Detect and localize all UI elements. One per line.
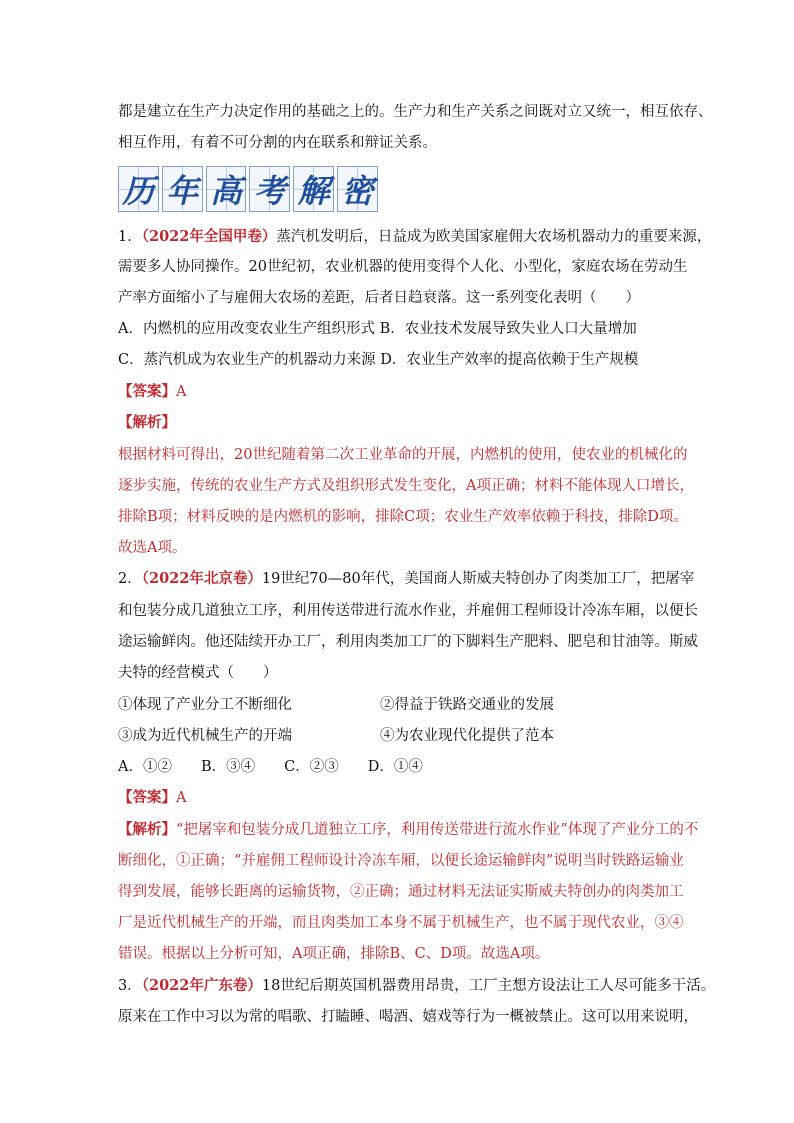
q2-answer-label: 【答案】 [118,789,176,806]
q1-analysis-line-3: 排除B项；材料反映的是内燃机的影响，排除C项；农业生产效率依赖于科技，排除D项。 [118,509,688,525]
q1-analysis-label: 【解析】 [118,414,176,431]
banner-char: 历 [118,166,159,212]
q2-analysis-line-4: 厂是近代机械生产的开端，而且肉类加工本身不属于机械生产，也不属于现代农业，③④ [118,915,684,931]
q1-stem-line-1 [118,227,711,247]
q1-analysis-line-4: 故选A项。 [118,540,187,556]
q2-choices: A．①② B．③④ C．②③ D．①④ [118,759,423,775]
q2-item-1: ①体现了产业分工不断细化 [118,697,292,713]
q3-source: （2022年广东卷） [141,977,262,994]
q2-analysis-line-1 [118,820,698,840]
q2-analysis-text: “把屠宰和包装分成几道独立工序，利用传送带进行流水作业”体现了产业分工的不 [176,822,699,838]
q2-analysis-label: 【解析】 [118,821,176,838]
banner-char: 年 [162,166,203,212]
section-banner [118,166,378,212]
q2-stem-line-4: 夫特的经营模式（ ） [118,665,278,681]
q2-item-4: ④为农业现代化提供了范本 [380,728,554,744]
q1-number: 1． [118,229,142,245]
q1-options-cd: C．蒸汽机成为农业生产的机器动力来源 D．农业生产效率的提高依赖于生产规模 [118,352,639,368]
banner-char: 高 [206,166,247,212]
q2-analysis-line-3: 得到发展，能够长距离的运输货物，②正确；通过材料无法证实斯威夫特创办的肉类加工 [118,884,684,900]
q2-source: （2022年北京卷） [141,570,262,587]
q1-stem-text: 蒸汽机发明后，日益成为欧美国家雇佣大农场机器动力的重要来源， [276,229,712,245]
q1-options-ab: A．内燃机的应用改变农业生产组织形式 B．农业技术发展导致失业人口大量增加 [118,321,637,337]
q2-item-2: ②得益于铁路交通业的发展 [380,697,554,713]
q2-analysis-line-5: 错误。根据以上分析可知，A项正确，排除B、C、D项。故选A项。 [118,946,550,962]
q2-answer-value: A [176,790,187,806]
q1-answer-label: 【答案】 [118,383,176,400]
q2-item-3: ③成为近代机械生产的开端 [118,728,292,744]
q1-source: （2022年全国甲卷） [141,228,277,245]
q2-stem-text: 19世纪70—80年代，美国商人斯威夫特创办了肉类加工厂，把屠宰 [261,571,695,587]
q3-stem-text: 18世纪后期英国机器费用昂贵，工厂主想方设法让工人尽可能多干活。 [261,978,716,994]
q1-stem-line-2: 需要多人协同操作。20世纪初，农业机器的使用变得个人化、小型化，家庭农场在劳动生 [118,259,688,275]
banner-char: 解 [293,166,334,212]
q1-analysis-line-1: 根据材料可得出，20世纪随着第二次工业革命的开展，内燃机的使用，使农业的机械化的 [118,447,688,463]
banner-char: 密 [337,166,378,212]
q2-stem-line-2: 和包装分成几道独立工序，利用传送带进行流水作业，并雇佣工程师设计冷冻车厢，以便长 [118,603,698,619]
intro-line-1: 都是建立在生产力决定作用的基础之上的。生产力和生产关系之间既对立又统一，相互依存、 [118,104,713,120]
q3-stem-line-2: 原来在工作中习以为常的唱歌、打瞌睡、喝酒、嬉戏等行为一概被禁止。这可以用来说明， [118,1009,698,1025]
q1-stem-line-3: 产率方面缩小了与雇佣大农场的差距，后者日趋衰落。这一系列变化表明（ ） [118,290,640,306]
q3-stem-line-1 [118,976,715,996]
q2-number: 2． [118,571,142,587]
q1-answer-value: A [176,384,187,400]
banner-char: 考 [249,166,290,212]
q2-stem-line-3: 途运输鲜肉。他还陆续开办工厂，利用肉类加工厂的下脚料生产肥料、肥皂和甘油等。斯威 [118,634,698,650]
q3-number: 3． [118,978,142,994]
q1-analysis-line-2: 逐步实施，传统的农业生产方式及组织形式发生变化，A项正确；材料不能体现人口增长， [118,478,694,494]
q2-items-row-1 [118,695,292,715]
q2-answer [118,788,186,808]
q1-answer [118,382,186,402]
q2-stem-line-1 [118,569,694,589]
intro-line-2: 相互作用，有着不可分割的内在联系和辩证关系。 [118,135,437,151]
q2-analysis-line-2: 断细化，①正确；“并雇佣工程师设计冷冻车厢，以便长途运输鲜肉”说明当时铁路运输业 [118,853,684,869]
